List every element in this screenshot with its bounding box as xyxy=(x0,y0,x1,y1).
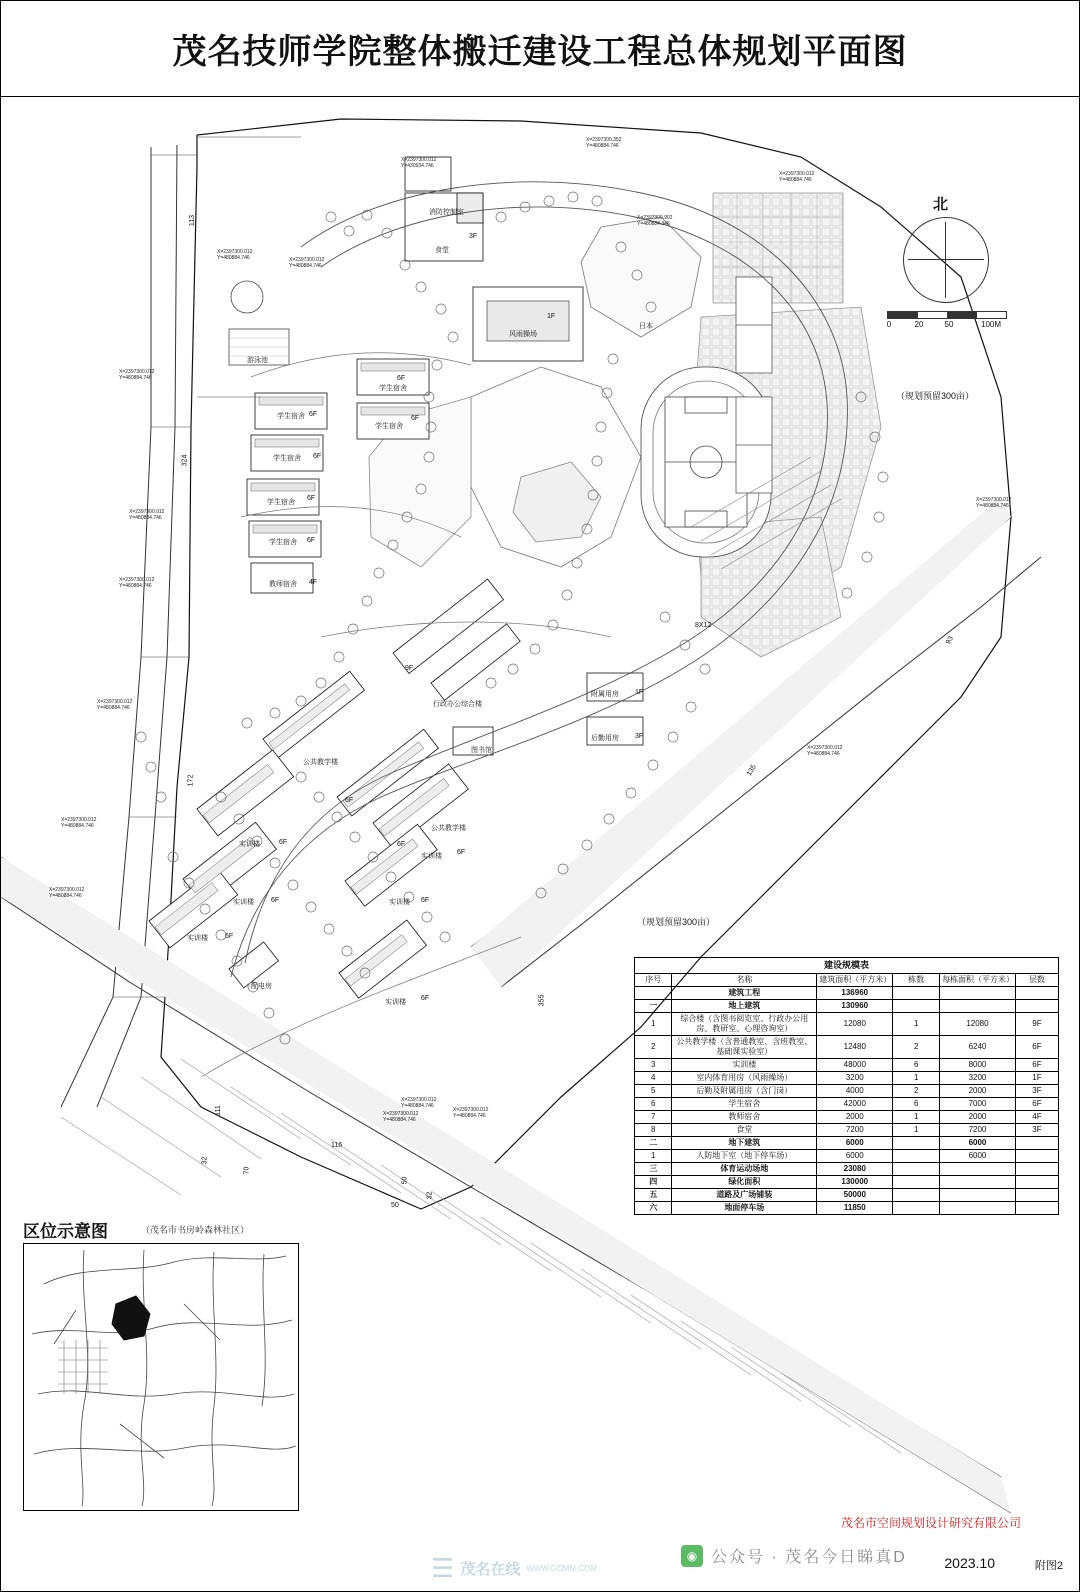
cell-area: 42000 xyxy=(817,1098,893,1111)
table-row xyxy=(635,1000,1059,1013)
coordinate-y: Y=480884.746 xyxy=(61,823,94,830)
cell-each xyxy=(940,1202,1016,1215)
design-company: 茂名市空间规划设计研究有限公司 xyxy=(840,1516,1021,1530)
dimension-label: 32 xyxy=(426,1191,434,1200)
cell-no xyxy=(635,987,672,1000)
plan-label: 6F xyxy=(313,453,322,460)
table-row xyxy=(635,1163,1059,1176)
coordinate-callout xyxy=(453,1107,488,1120)
cell-name: 教师宿舍 xyxy=(672,1111,817,1124)
plan-label: 1F xyxy=(635,689,644,696)
coordinate-y: Y=430934.746 xyxy=(401,163,434,170)
cell-floors xyxy=(1015,1189,1058,1202)
coordinate-x: X=2397300.012 xyxy=(217,249,253,255)
plan-label: 6F xyxy=(421,995,430,1002)
cell-floors: 3F xyxy=(1015,1124,1058,1137)
cell-name: 人防地下室（地下停车场） xyxy=(672,1150,817,1163)
cell-area: 48000 xyxy=(817,1059,893,1072)
dimension-label: 324 xyxy=(181,454,189,467)
plan-label: 学生宿舍 xyxy=(379,385,407,392)
coordinate-x: X=2397300.012 xyxy=(119,577,155,583)
plan-label: 学生宿舍 xyxy=(277,413,305,420)
cell-each: 7000 xyxy=(940,1098,1016,1111)
cell-area: 23080 xyxy=(817,1163,893,1176)
cell-each xyxy=(940,1189,1016,1202)
coordinate-y: Y=480884.746 xyxy=(586,143,619,150)
dimension-label: 116 xyxy=(331,1142,343,1149)
cell-each: 8000 xyxy=(940,1059,1016,1072)
cell-name: 建筑工程 xyxy=(672,987,817,1000)
coordinate-callout xyxy=(289,257,324,270)
north-label: 北 xyxy=(933,196,949,213)
coordinate-callout xyxy=(119,577,154,590)
cell-area: 12080 xyxy=(817,1013,893,1036)
watermark-left-sub: WWW.GDMM.COM xyxy=(526,1563,597,1573)
drawing-date: 2023.10 xyxy=(944,1555,995,1571)
cell-count: 1 xyxy=(893,1072,940,1085)
coordinate-y: Y=480884.746 xyxy=(49,893,82,900)
coordinate-y: Y=480884.746 xyxy=(976,503,1009,510)
coordinate-x: X=2397300.902 xyxy=(637,215,673,221)
coordinate-x: X=2397300.012 xyxy=(97,699,133,705)
col-count: 栋数 xyxy=(893,974,940,987)
cell-each: 3200 xyxy=(940,1072,1016,1085)
scale-tick-0: 0 xyxy=(886,320,892,329)
schedule-body xyxy=(635,987,1059,1215)
cell-name: 实训楼 xyxy=(672,1059,817,1072)
plan-label: 公共教学楼 xyxy=(303,759,338,766)
plan-label: 配电房 xyxy=(251,983,272,990)
cell-area: 6000 xyxy=(817,1150,893,1163)
cell-name: 后勤及附属用房（含门岗） xyxy=(672,1085,817,1098)
key-map-title: 区位示意图 xyxy=(23,1222,108,1241)
schedule-table xyxy=(634,957,1059,1215)
cell-each xyxy=(940,1176,1016,1189)
coordinate-y: Y=480884.746 xyxy=(119,583,152,590)
coordinate-y: Y=480884.746 xyxy=(289,263,322,270)
scale-tick-100: 100M xyxy=(980,320,1002,329)
cell-area: 4000 xyxy=(817,1085,893,1098)
cell-floors: 1F xyxy=(1015,1072,1058,1085)
coordinate-callout xyxy=(807,745,842,758)
table-row xyxy=(635,1098,1059,1111)
cell-floors: 6F xyxy=(1015,1036,1058,1059)
coordinate-y: Y=480884.746 xyxy=(217,255,250,262)
coordinate-callout xyxy=(976,497,1011,510)
coordinate-x: X=2397300.012 xyxy=(119,369,155,375)
cell-area: 6000 xyxy=(817,1137,893,1150)
table-row xyxy=(635,1085,1059,1098)
site-plan-canvas xyxy=(1,97,1080,1593)
cell-no: 7 xyxy=(635,1111,672,1124)
cell-each: 2000 xyxy=(940,1111,1016,1124)
plan-label: 行政办公综合楼 xyxy=(433,701,482,708)
coordinate-y: Y=480884.746 xyxy=(97,705,130,712)
dimension-label: 50 xyxy=(401,1176,409,1185)
key-map-box xyxy=(23,1243,299,1511)
cell-name: 体育运动场地 xyxy=(672,1163,817,1176)
cell-count xyxy=(893,1163,940,1176)
cell-area: 12480 xyxy=(817,1036,893,1059)
key-map-subtitle: （茂名市书房岭森林社区） xyxy=(141,1225,250,1235)
coordinate-callout xyxy=(383,1111,418,1124)
plan-label: 食堂 xyxy=(435,247,449,254)
cell-area: 3200 xyxy=(817,1072,893,1085)
plan-label: 6F xyxy=(345,797,354,804)
plan-label: 6F xyxy=(307,537,316,544)
reserve-note-south: （规划预留300亩） xyxy=(637,917,716,927)
table-row xyxy=(635,987,1059,1000)
plan-label: 游泳池 xyxy=(247,357,268,364)
scale-tick-50: 50 xyxy=(944,320,954,329)
col-no: 序号 xyxy=(635,974,672,987)
cell-floors xyxy=(1015,1163,1058,1176)
plan-label: 学生宿舍 xyxy=(267,499,295,506)
cell-count xyxy=(893,987,940,1000)
plan-label: 9F xyxy=(405,665,414,672)
plan-label: 教师宿舍 xyxy=(269,581,297,588)
coordinate-y: Y=480884.746 xyxy=(807,751,840,758)
compass-icon xyxy=(903,217,989,303)
cell-name: 地面停车场 xyxy=(672,1202,817,1215)
cell-each: 12080 xyxy=(940,1013,1016,1036)
cell-each xyxy=(940,1163,1016,1176)
key-map-drawing xyxy=(24,1244,299,1511)
plan-label: 附属用房 xyxy=(591,691,619,698)
plan-label: 3F xyxy=(635,733,644,740)
coordinate-y: Y=480884.746 xyxy=(779,177,812,184)
coordinate-y: Y=480884.746 xyxy=(453,1113,486,1120)
coordinate-x: X=2397300.012 xyxy=(61,817,97,823)
coordinate-x: X=2397300.012 xyxy=(49,887,85,893)
location-key-map xyxy=(23,1217,303,1517)
watermark-gdmm xyxy=(431,1555,597,1581)
coordinate-callout xyxy=(129,509,164,522)
dimension-label: 93 xyxy=(944,635,955,646)
schedule-caption: 建设规模表 xyxy=(635,958,1059,974)
cell-area: 136960 xyxy=(817,987,893,1000)
plan-label: 1F xyxy=(547,313,556,320)
plan-label: 实训楼 xyxy=(385,999,406,1006)
cell-count: 6 xyxy=(893,1098,940,1111)
table-row xyxy=(635,1202,1059,1215)
coordinate-x: X=2397300.012 xyxy=(453,1107,489,1113)
cell-name: 地上建筑 xyxy=(672,1000,817,1013)
watermark-center-text: 公众号 · 茂名今日睇真D xyxy=(711,1549,907,1566)
cell-count xyxy=(893,1137,940,1150)
plan-label: 6F xyxy=(309,411,318,418)
cell-area: 2000 xyxy=(817,1111,893,1124)
cell-floors: 9F xyxy=(1015,1013,1058,1036)
coordinate-x: X=2397300.012 xyxy=(401,1097,437,1103)
plan-label: 学生宿舍 xyxy=(269,539,297,546)
plan-label: 消防控制室 xyxy=(429,209,464,216)
table-row xyxy=(635,1111,1059,1124)
coordinate-x: X=2397300.012 xyxy=(401,157,437,163)
table-row xyxy=(635,1013,1059,1036)
cell-floors xyxy=(1015,1202,1058,1215)
table-row xyxy=(635,1124,1059,1137)
plan-label: 6F xyxy=(421,897,430,904)
cell-area: 11850 xyxy=(817,1202,893,1215)
cell-no: 4 xyxy=(635,1072,672,1085)
plan-label: 3F xyxy=(469,233,478,240)
cell-name: 绿化面积 xyxy=(672,1176,817,1189)
coordinate-callout xyxy=(97,699,132,712)
coordinate-x: X=2397300.012 xyxy=(289,257,325,263)
plan-label: 6F xyxy=(271,897,280,904)
plan-label: 6F xyxy=(279,839,288,846)
table-row xyxy=(635,1137,1059,1150)
coordinate-x: X=2397300.012 xyxy=(976,497,1012,503)
plan-label: 实训楼 xyxy=(187,935,208,942)
plan-label: 学生宿舍 xyxy=(273,455,301,462)
plan-label: 风雨操场 xyxy=(509,331,537,338)
cell-no: 5 xyxy=(635,1085,672,1098)
cell-name: 食堂 xyxy=(672,1124,817,1137)
cell-no: 1 xyxy=(635,1013,672,1036)
plan-label: 6F xyxy=(307,495,316,502)
plan-label: 实训楼 xyxy=(389,899,410,906)
cell-count xyxy=(893,1189,940,1202)
cell-count: 1 xyxy=(893,1124,940,1137)
cell-count xyxy=(893,1176,940,1189)
reserve-note-north: （规划预留300亩） xyxy=(896,391,975,401)
dimension-label: 113 xyxy=(189,214,197,227)
plan-label: 公共教学楼 xyxy=(431,825,466,832)
table-row xyxy=(635,1036,1059,1059)
cell-no: 1 xyxy=(635,1150,672,1163)
page-title: 茂名技师学院整体搬迁建设工程总体规划平面图 xyxy=(172,32,908,72)
coordinate-callout xyxy=(586,137,621,150)
plan-label: 后勤用房 xyxy=(591,735,619,742)
cell-floors xyxy=(1015,1000,1058,1013)
scale-bar-ticks xyxy=(887,319,1007,331)
cell-floors xyxy=(1015,1150,1058,1163)
cell-count xyxy=(893,1150,940,1163)
watermark-logo-icon: ☰ xyxy=(431,1553,455,1583)
cell-each: 7200 xyxy=(940,1124,1016,1137)
plan-label: 6F xyxy=(457,849,466,856)
table-row xyxy=(635,1150,1059,1163)
cell-each: 2000 xyxy=(940,1085,1016,1098)
cell-no: 三 xyxy=(635,1163,672,1176)
cell-each xyxy=(940,1000,1016,1013)
cell-area: 130960 xyxy=(817,1000,893,1013)
coordinate-callout xyxy=(401,1097,436,1110)
coordinate-callout xyxy=(401,157,436,170)
cell-no: 六 xyxy=(635,1202,672,1215)
plan-label: 4F xyxy=(309,579,318,586)
cell-name: 地下建筑 xyxy=(672,1137,817,1150)
cell-no: 二 xyxy=(635,1137,672,1150)
plan-label: 实训楼 xyxy=(421,853,442,860)
cell-floors: 3F xyxy=(1015,1085,1058,1098)
coordinate-y: Y=480884.746 xyxy=(129,515,162,522)
table-row xyxy=(635,1059,1059,1072)
cell-count: 6 xyxy=(893,1059,940,1072)
cell-floors xyxy=(1015,1137,1058,1150)
cell-area: 50000 xyxy=(817,1189,893,1202)
coordinate-y: Y=480884.746 xyxy=(401,1103,434,1110)
cell-count xyxy=(893,1000,940,1013)
dimension-label: 32 xyxy=(201,1156,209,1165)
coordinate-y: Y=480884.746 xyxy=(119,375,152,382)
cell-count: 2 xyxy=(893,1036,940,1059)
dimension-label: 8X12 xyxy=(695,622,712,629)
cell-no: 四 xyxy=(635,1176,672,1189)
dimension-label: 172 xyxy=(187,774,195,787)
dimension-label: 135 xyxy=(745,763,758,778)
cell-no: 五 xyxy=(635,1189,672,1202)
coordinate-x: X=2397300.012 xyxy=(779,171,815,177)
table-row xyxy=(635,1176,1059,1189)
cell-count xyxy=(893,1202,940,1215)
watermark-left-text: 茂名在线 xyxy=(460,1560,521,1578)
cell-no: 2 xyxy=(635,1036,672,1059)
coordinate-x: X=2397300.012 xyxy=(383,1111,419,1117)
coordinate-callout xyxy=(779,171,814,184)
construction-schedule xyxy=(634,957,1059,1215)
coordinate-x: X=2397300.012 xyxy=(129,509,165,515)
plan-label: 实训楼 xyxy=(239,841,260,848)
table-row xyxy=(635,1189,1059,1202)
coordinate-y: Y=480884.346 xyxy=(637,221,670,228)
wechat-icon: ◉ xyxy=(681,1545,703,1567)
cell-area: 130000 xyxy=(817,1176,893,1189)
cell-count: 1 xyxy=(893,1111,940,1124)
cell-no: 一 xyxy=(635,1000,672,1013)
cell-each xyxy=(940,987,1016,1000)
coordinate-callout xyxy=(61,817,96,830)
coordinate-y: Y=480884.746 xyxy=(383,1117,416,1124)
plan-label: 日本 xyxy=(639,323,653,330)
col-name: 名称 xyxy=(672,974,817,987)
dimension-label: 355 xyxy=(538,994,546,1007)
cell-floors: 6F xyxy=(1015,1098,1058,1111)
cell-name: 道路及广场铺装 xyxy=(672,1189,817,1202)
cell-no: 3 xyxy=(635,1059,672,1072)
dimension-label: 70 xyxy=(243,1166,251,1175)
coordinate-x: X=2397300.012 xyxy=(807,745,843,751)
plan-label: 6F xyxy=(225,933,234,940)
col-floors: 层数 xyxy=(1015,974,1058,987)
cell-floors: 4F xyxy=(1015,1111,1058,1124)
plan-label: 6F xyxy=(397,841,406,848)
plan-label: 6F xyxy=(411,415,420,422)
dimension-label: 50 xyxy=(391,1202,399,1209)
coordinate-callout xyxy=(119,369,154,382)
cell-name: 综合楼（含图书阅览室、行政办公用房、教研室、心理咨询室） xyxy=(672,1013,817,1036)
cell-floors xyxy=(1015,1176,1058,1189)
cell-floors: 6F xyxy=(1015,1059,1058,1072)
col-area: 建筑面积（平方米） xyxy=(817,974,893,987)
table-row xyxy=(635,1072,1059,1085)
watermark-wechat xyxy=(681,1544,907,1567)
cell-count: 2 xyxy=(893,1085,940,1098)
cell-name: 学生宿舍 xyxy=(672,1098,817,1111)
coordinate-callout xyxy=(637,215,672,228)
cell-each: 6000 xyxy=(940,1150,1016,1163)
scale-tick-20: 20 xyxy=(914,320,924,329)
coordinate-callout xyxy=(49,887,84,900)
cell-each: 6240 xyxy=(940,1036,1016,1059)
cell-name: 室内体育用房（风雨操场） xyxy=(672,1072,817,1085)
cell-no: 6 xyxy=(635,1098,672,1111)
plan-label: 学生宿舍 xyxy=(375,423,403,430)
cell-area: 7200 xyxy=(817,1124,893,1137)
cell-each: 6000 xyxy=(940,1137,1016,1150)
sheet-number: 附图2 xyxy=(1034,1560,1063,1572)
plan-label: 图书馆 xyxy=(471,747,492,754)
plan-label: 实训楼 xyxy=(233,899,254,906)
coordinate-callout xyxy=(217,249,252,262)
dimension-label: 111 xyxy=(214,1105,222,1116)
title-bar xyxy=(1,1,1079,97)
cell-count: 1 xyxy=(893,1013,940,1036)
col-each: 每栋面积（平方米） xyxy=(940,974,1016,987)
plan-label: 6F xyxy=(397,375,406,382)
cell-no: 8 xyxy=(635,1124,672,1137)
cell-floors xyxy=(1015,987,1058,1000)
scale-bar xyxy=(887,311,1007,331)
cell-name: 公共教学楼（含普通教室、含班教室、基础课实验室） xyxy=(672,1036,817,1059)
north-and-scale xyxy=(881,193,1011,343)
scale-bar-graphic xyxy=(887,311,1007,319)
coordinate-x: X=2397300.352 xyxy=(586,137,622,143)
